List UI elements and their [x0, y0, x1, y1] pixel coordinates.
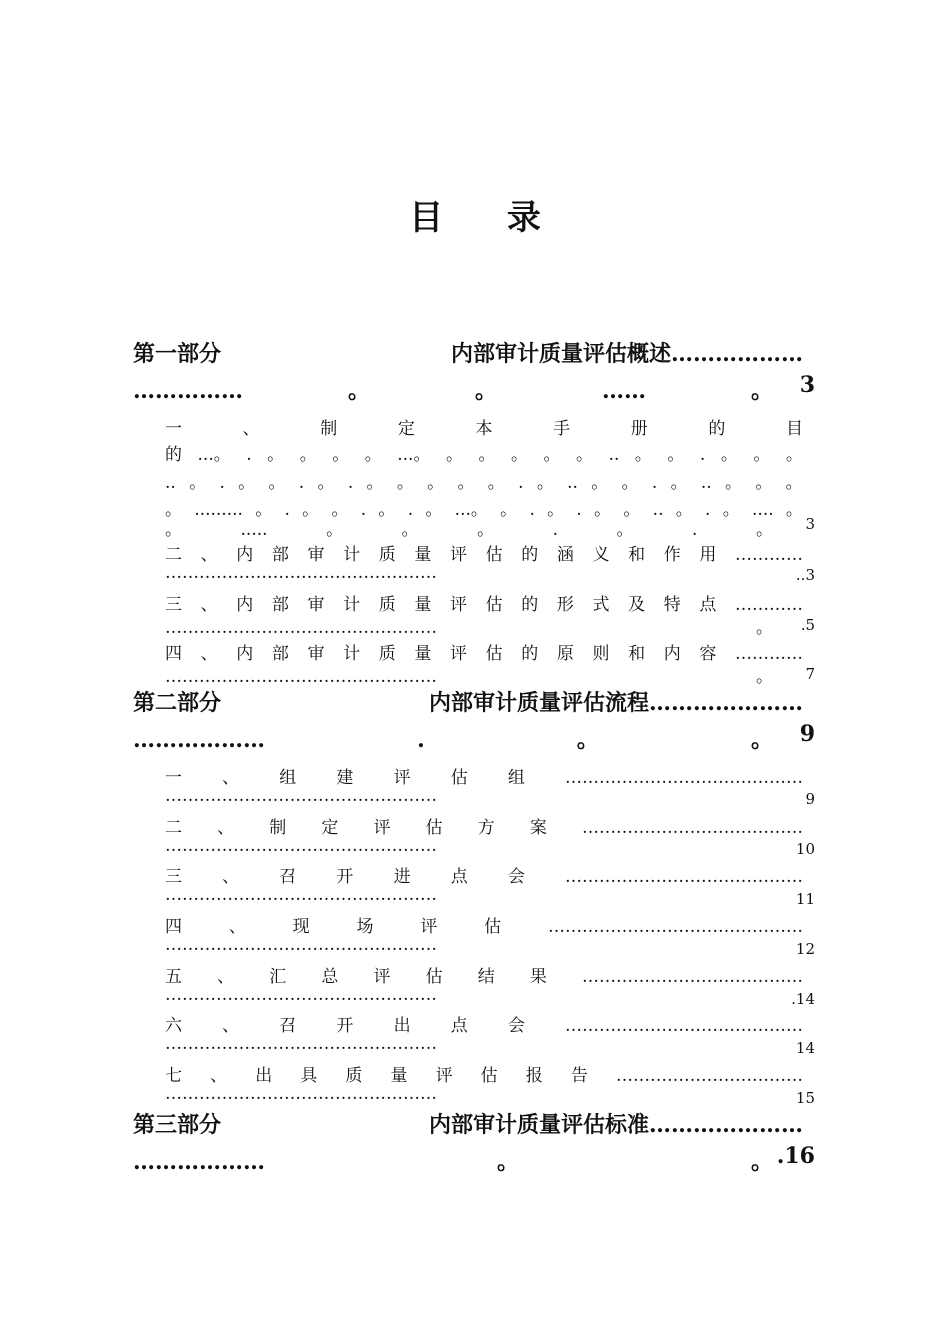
toc-section-line: …………………………………………: [165, 885, 437, 905]
toc-section-line: 一 、 组 建 评 估 组 ……………………………………: [165, 768, 803, 788]
toc-section-page-number: .5: [800, 616, 815, 634]
toc-part-page-number: .16: [776, 1143, 815, 1169]
toc-section-line: 三 、 召 开 进 点 会 ……………………………………: [165, 867, 803, 887]
toc-section-line: …………………………………………: [165, 786, 437, 806]
toc-section-line: 。 ..... 。 。 。 . 。 . 。: [165, 520, 773, 540]
toc-section-line: 四 、 现 场 评 估 ………………………………………: [165, 917, 803, 937]
toc-section-page-number: 7: [805, 665, 815, 683]
toc-part-page-number: 9: [799, 721, 815, 747]
toc-section-page-number: 9: [805, 790, 815, 808]
toc-section-page-number: 12: [795, 940, 815, 958]
toc-part-leader: ……………… . 。 。: [133, 727, 773, 753]
toc-section-line: 六 、 召 开 出 点 会 ……………………………………: [165, 1016, 803, 1036]
toc-section-line: …………………………………………: [165, 935, 437, 955]
toc-section-page-number: 3: [805, 515, 815, 533]
toc-section-line: ………………………………………… 。: [165, 667, 773, 687]
toc-part-leader: …………… 。 。 …… 。: [133, 378, 773, 404]
toc-section-line: 三 、 内 部 审 计 质 量 评 估 的 形 式 及 特 点 …………: [165, 595, 803, 615]
toc-section-line: 五 、 汇 总 评 估 结 果 …………………………………: [165, 967, 803, 987]
toc-section-line: 二 、 内 部 审 计 质 量 评 估 的 涵 义 和 作 用 …………: [165, 545, 803, 565]
toc-part-page-number: 3: [799, 372, 815, 398]
toc-section-line: 七 、 出 具 质 量 评 估 报 告 ……………………………: [165, 1066, 803, 1086]
toc-section-line: 的 ...。 . 。 。 。 。 ...。 。 。 。 。 。 .. 。 。 . 。 。 。: [165, 445, 803, 465]
toc-section-page-number: 10: [795, 840, 815, 858]
toc-section-line: …………………………………………: [165, 563, 437, 583]
toc-section-page-number: 11: [795, 890, 815, 908]
toc-section-page-number: 15: [795, 1089, 815, 1107]
toc-section-page-number: ..3: [795, 566, 815, 584]
toc-section-line: 。 ......... 。 . 。 。 . 。 . 。 ...。 。 . 。 . 。 。 .. 。 . 。 .... 。: [165, 500, 803, 520]
page-title: 目 录: [409, 198, 567, 238]
toc-section-line: 一 、 制 定 本 手 册 的 目: [165, 419, 803, 439]
toc-part-leader: ……………… 。 。: [133, 1149, 773, 1175]
toc-section-line: ………………………………………… 。: [165, 618, 773, 638]
toc-section-line: …………………………………………: [165, 1034, 437, 1054]
toc-part-heading: 第一部分 内部审计质量评估概述………………: [133, 341, 803, 367]
toc-section-page-number: 14: [795, 1039, 815, 1057]
toc-section-line: 四 、 内 部 审 计 质 量 评 估 的 原 则 和 内 容 …………: [165, 644, 803, 664]
toc-section-line: .. 。 . 。 。 . 。 . 。 。 。 。 。 . 。 .. 。 。 . 。 .. 。 。 。: [165, 473, 803, 493]
toc-section-page-number: .14: [791, 990, 815, 1008]
toc-section-line: …………………………………………: [165, 836, 437, 856]
toc-section-line: 二 、 制 定 评 估 方 案 …………………………………: [165, 818, 803, 838]
toc-section-line: …………………………………………: [165, 985, 437, 1005]
toc-part-heading: 第二部分 内部审计质量评估流程…………………: [133, 690, 803, 716]
toc-section-line: …………………………………………: [165, 1084, 437, 1104]
toc-part-heading: 第三部分 内部审计质量评估标准…………………: [133, 1112, 803, 1138]
